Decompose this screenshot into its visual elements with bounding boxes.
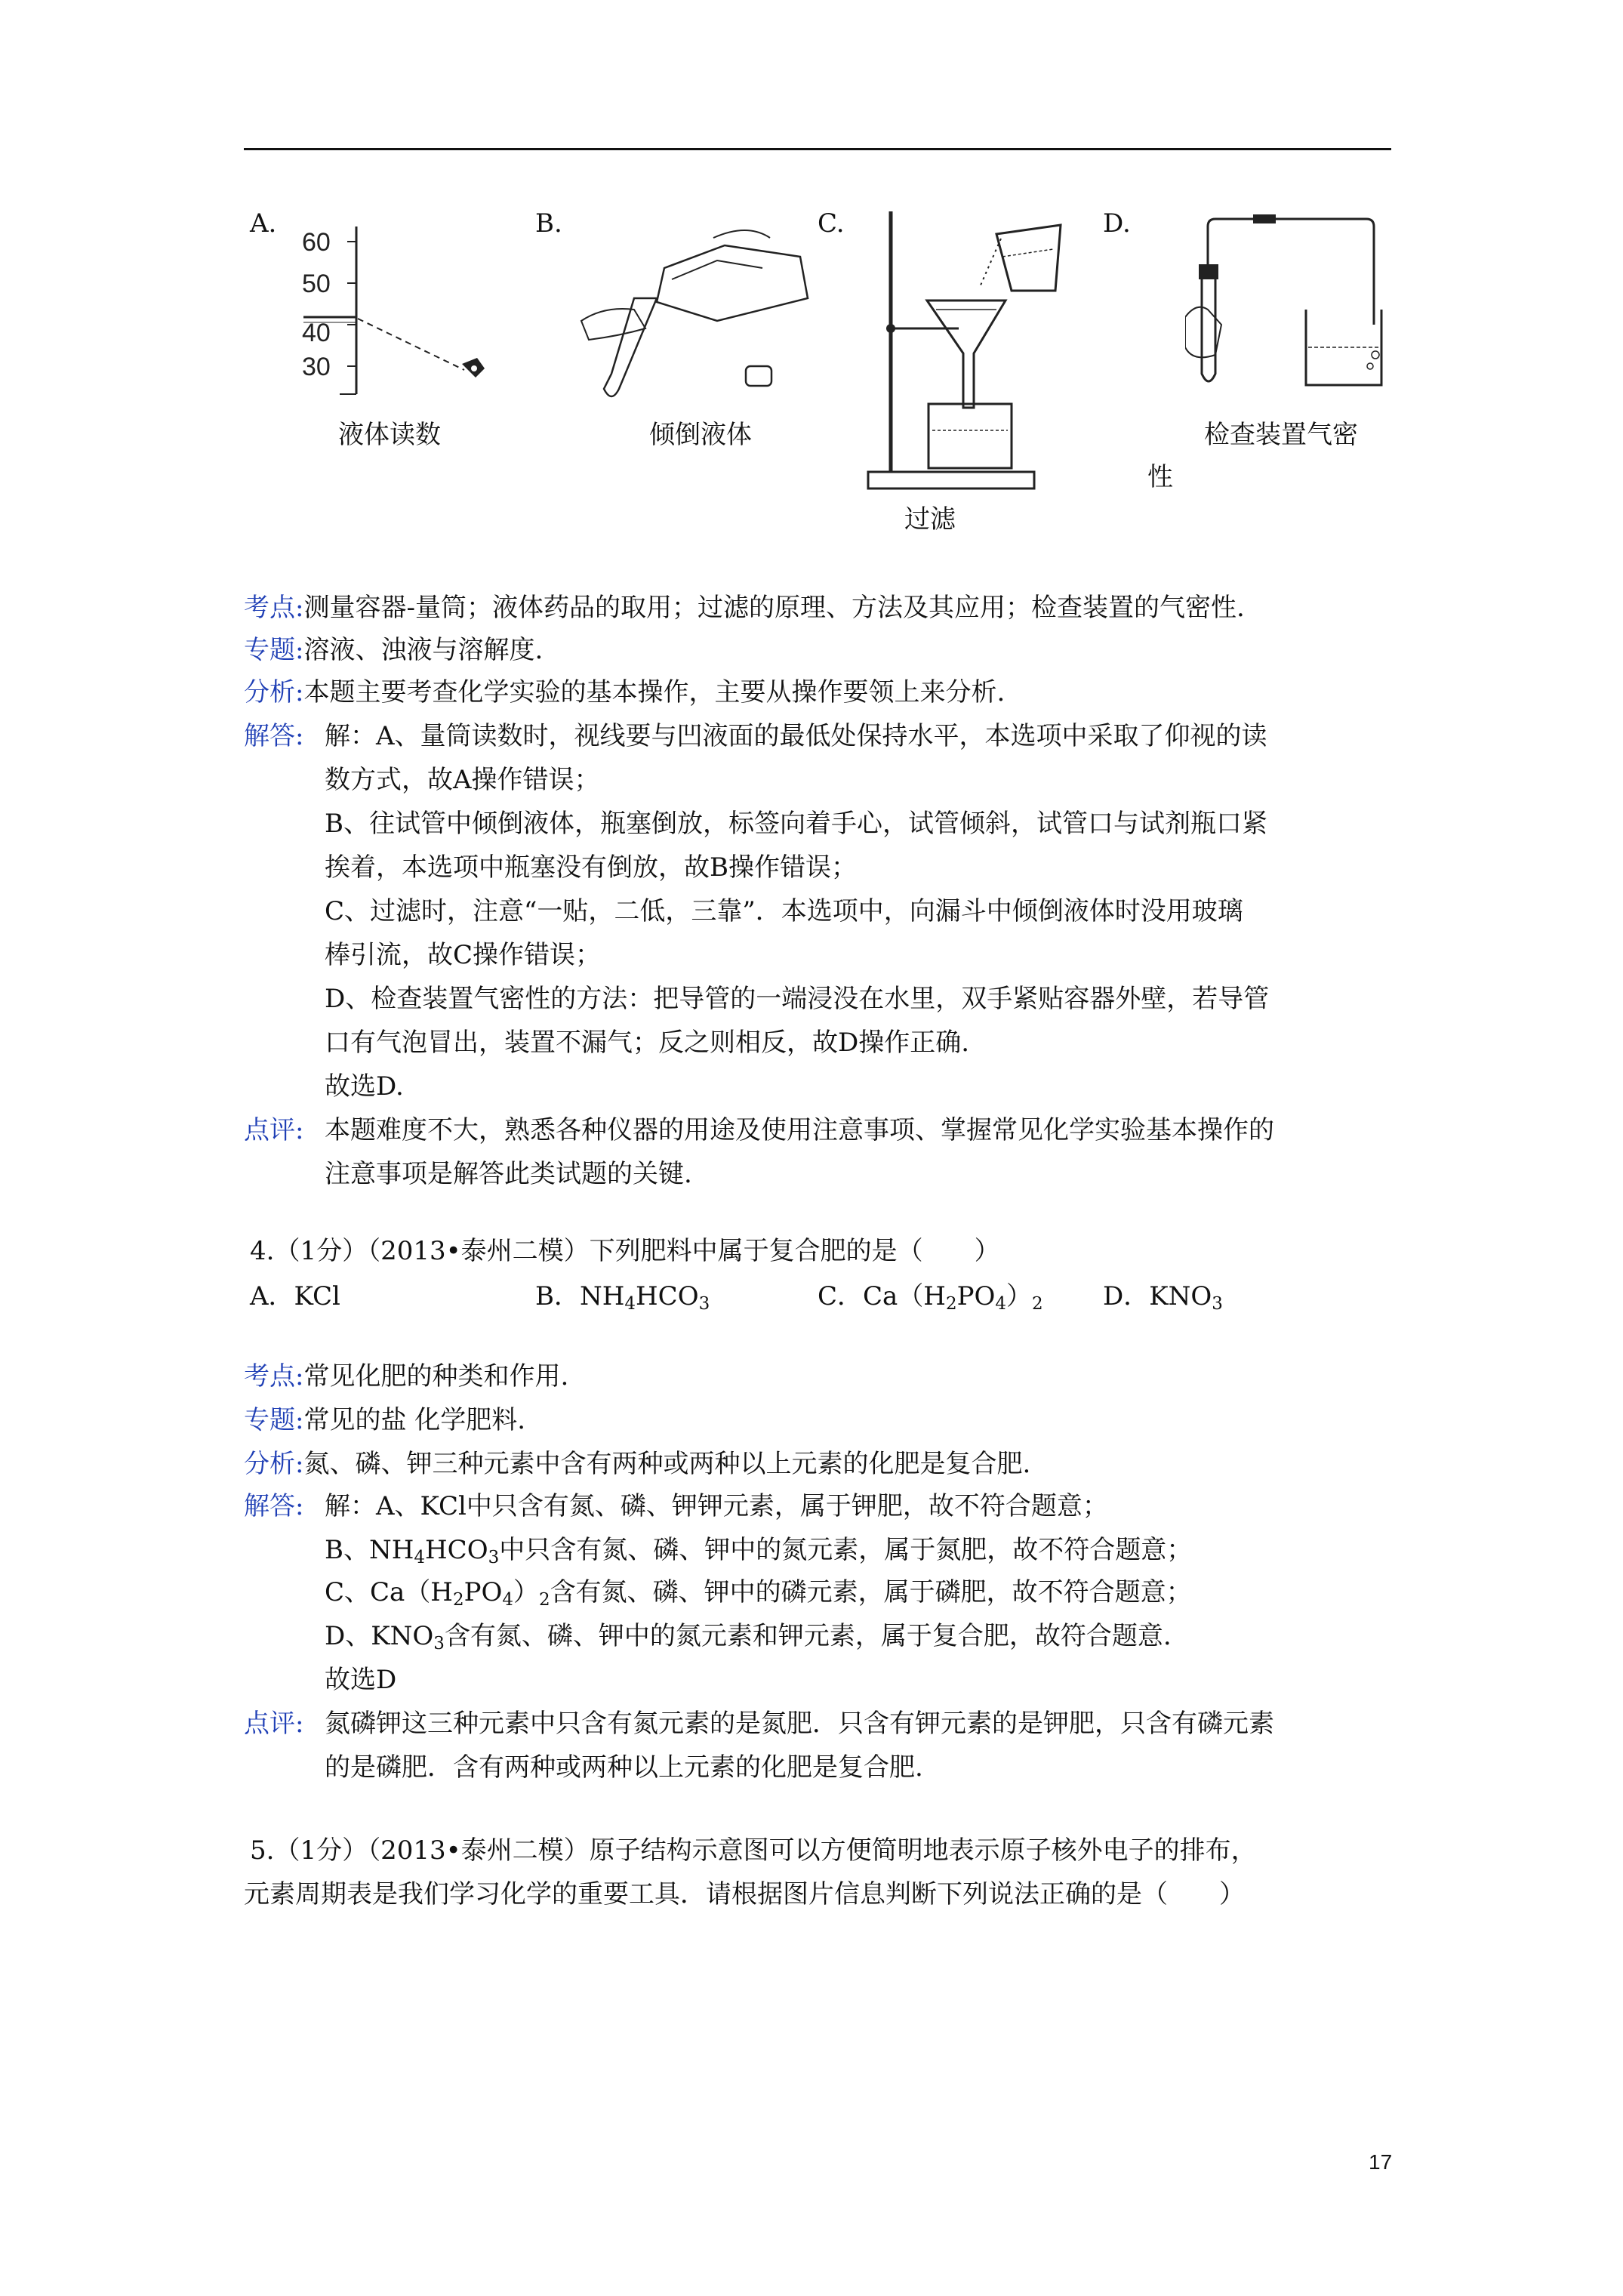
tick-40: 40	[302, 319, 331, 347]
fig-c-letter: C.	[818, 208, 845, 239]
graduated-cylinder-figure	[294, 219, 498, 400]
q3-jieda-line: 数方式，故A操作错误；	[325, 765, 600, 795]
q4-jieda-line: D、$KNO_3$含有氮、磷、钾中的氮元素和钾元素，属于复合肥，故符合题意.	[325, 1621, 1172, 1653]
q3-dianping-line: 注意事项是解答此类试题的关键.	[325, 1159, 692, 1189]
q5-stem-line2: 元素周期表是我们学习化学的重要工具．请根据图片信息判断下列说法正确的是（ ）	[244, 1879, 1245, 1909]
q4-jieda-line: C、$Ca(H_2PO_4)_2$含有氮、磷、钾中的磷元素，属于磷肥，故不符合题意；	[325, 1577, 1192, 1610]
q4-dianping-line: 氮磷钾这三种元素中只含有氮元素的是氮肥．只含有钾元素的是钾肥，只含有磷元素	[325, 1709, 1274, 1739]
kaodian-label: 考点:	[244, 593, 304, 623]
q4-zhuanti: 专题:常见的盐 化学肥料.	[244, 1405, 526, 1435]
q3-dianping-label: 点评:	[244, 1115, 304, 1145]
q4-option-b: B．$NH_4HCO_3$	[535, 1281, 710, 1314]
fig-a-letter: A.	[250, 208, 277, 239]
q3-dianping-line: 本题难度不大，熟悉各种仪器的用途及使用注意事项、掌握常见化学实验基本操作的	[325, 1115, 1274, 1145]
q4-jieda-label: 解答:	[244, 1491, 304, 1521]
q3-jieda-line: B、往试管中倾倒液体，瓶塞倒放，标签向着手心，试管倾斜，试管口与试剂瓶口紧	[325, 809, 1267, 839]
tick-30: 30	[302, 353, 331, 381]
fenxi-label: 分析:	[244, 677, 304, 707]
q4-kaodian: 考点:常见化肥的种类和作用.	[244, 1361, 569, 1391]
fig-b-caption: 倾倒液体	[649, 420, 752, 450]
q3-fenxi: 分析:本题主要考查化学实验的基本操作，主要从操作要领上来分析.	[244, 677, 1006, 707]
q4-jieda-line: B、$NH_4HCO_3$中只含有氮、磷、钾中的氮元素，属于氮肥，故不符合题意；	[325, 1535, 1193, 1567]
fig-d-caption-line2: 性	[1147, 462, 1173, 492]
fig-d-letter: D.	[1103, 208, 1131, 239]
header-rule	[244, 148, 1391, 150]
q4-fenxi: 分析:氮、磷、钾三种元素中含有两种或两种以上元素的化肥是复合肥.	[244, 1449, 1031, 1479]
q3-zhuanti: 专题:溶液、浊液与溶解度.	[244, 635, 544, 665]
zhuanti-label: 专题:	[244, 635, 304, 665]
q3-jieda-line: 挨着，本选项中瓶塞没有倒放，故B操作错误；	[325, 852, 857, 883]
q3-jieda-line: D、检查装置气密性的方法：把导管的一端浸没在水里，双手紧贴容器外壁，若导管	[325, 984, 1270, 1014]
q3-jieda-line: 棒引流，故C操作错误；	[325, 940, 602, 970]
q4-dianping-label: 点评:	[244, 1709, 304, 1739]
tick-60: 60	[302, 228, 331, 257]
q4-dianping-line: 的是磷肥．含有两种或两种以上元素的化肥是复合肥.	[325, 1752, 923, 1783]
q4-jieda-line: 解：A、KCl中只含有氮、磷、钾钾元素，属于钾肥，故不符合题意；	[325, 1491, 1108, 1521]
q3-kaodian: 考点:测量容器-量筒；液体药品的取用；过滤的原理、方法及其应用；检查装置的气密性.	[244, 593, 1245, 623]
q4-option-a: A．KCl	[250, 1281, 340, 1311]
fig-a-caption: 液体读数	[338, 420, 441, 450]
pouring-liquid-figure	[574, 215, 815, 404]
q3-jieda-line: 口有气泡冒出，装置不漏气；反之则相反，故D操作正确.	[325, 1028, 970, 1058]
filtration-figure	[861, 204, 1125, 498]
fig-c-caption: 过滤	[904, 504, 956, 535]
q3-jieda-line: C、过滤时，注意“一贴，二低，三靠”．本选项中，向漏斗中倾倒液体时没用玻璃	[325, 896, 1243, 926]
fig-b-letter: B.	[535, 208, 562, 239]
q3-jieda-line: 故选D.	[325, 1071, 404, 1102]
fig-d-caption-line1: 检查装置气密	[1204, 420, 1358, 450]
airtightness-figure	[1185, 211, 1389, 393]
q3-jieda-line: 解：A、量筒读数时，视线要与凹液面的最低处保持水平，本选项中采取了仰视的读	[325, 721, 1267, 751]
q4-option-d: D．$KNO_3$	[1103, 1281, 1223, 1314]
q4-stem: 4.（1分）（2013•泰州二模）下列肥料中属于复合肥的是（ ）	[250, 1236, 1000, 1266]
q4-jieda-line: 故选D	[325, 1665, 397, 1695]
page-number: 17	[1369, 2150, 1393, 2174]
q3-jieda-label: 解答:	[244, 721, 304, 751]
q4-option-c: C．$Ca(H_2PO_4)_2$	[818, 1281, 1043, 1314]
q5-stem-line1: 5.（1分）（2013•泰州二模）原子结构示意图可以方便简明地表示原子核外电子的排布，	[250, 1835, 1257, 1866]
tick-50: 50	[302, 270, 331, 298]
